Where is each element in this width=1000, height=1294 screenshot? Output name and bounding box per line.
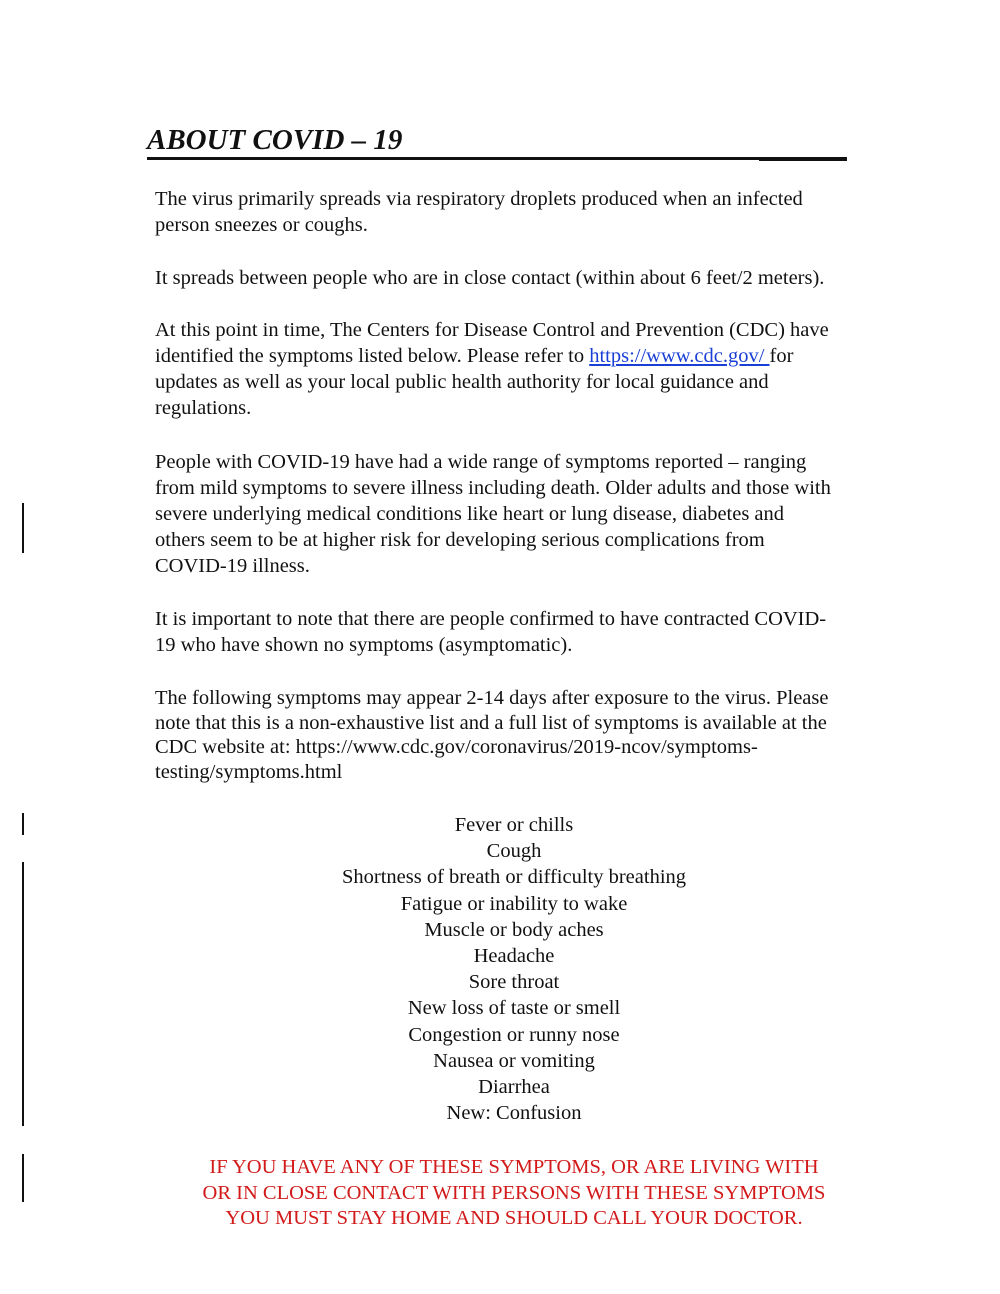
paragraph-line: others seem to be at higher risk for developing serious complications from: [155, 529, 765, 551]
revision-bar: [22, 503, 24, 553]
paragraph-line: person sneezes or coughs.: [155, 214, 368, 236]
symptom-item: Sore throat: [468, 971, 560, 994]
paragraph-close-contact: [155, 265, 860, 291]
symptom-item: New loss of taste or smell: [407, 997, 621, 1020]
warning-notice: [150, 1155, 878, 1232]
page-title: ABOUT COVID – 19: [147, 124, 403, 156]
paragraph-cdc: [155, 317, 860, 421]
symptom-item: Cough: [486, 840, 542, 863]
paragraph-line: regulations.: [155, 397, 252, 419]
symptom-list: [300, 812, 728, 1126]
symptom-item: Congestion or runny nose: [408, 1023, 620, 1046]
paragraph-line: severe underlying medical conditions like heart or lung disease, diabetes and: [155, 503, 785, 525]
paragraph-line: COVID-19 illness.: [155, 555, 310, 577]
paragraph-line: It is important to note that there are people confirmed to have contracted COVID-: [155, 608, 827, 630]
title-underline: [147, 157, 759, 160]
warning-line: OR IN CLOSE CONTACT WITH PERSONS WITH THESE SYMPTOMS: [202, 1181, 826, 1204]
paragraph-symptom-onset: [155, 686, 860, 784]
paragraph-line: 19 who have shown no symptoms (asymptomatic).: [155, 634, 573, 656]
paragraph-line: The following symptoms may appear 2-14 days after exposure to the virus. Please: [155, 687, 829, 709]
paragraph-line: testing/symptoms.html: [155, 760, 343, 783]
paragraph-line: updates as well as your local public health authority for local guidance and: [155, 371, 769, 393]
paragraph-line: At this point in time, The Centers for Disease Control and Prevention (CDC) have: [155, 319, 829, 341]
warning-line: YOU MUST STAY HOME AND SHOULD CALL YOUR DOCTOR.: [225, 1207, 803, 1229]
paragraph-line: The virus primarily spreads via respiratory droplets produced when an infected: [155, 188, 803, 210]
cdc-link[interactable]: https://www.cdc.gov/: [589, 345, 770, 367]
paragraph-line: from mild symptoms to severe illness including death. Older adults and those with: [155, 477, 831, 499]
paragraph-text: for: [769, 345, 794, 367]
symptom-item: Nausea or vomiting: [433, 1049, 595, 1072]
paragraph-symptom-range: [155, 449, 860, 579]
symptom-item: Fever or chills: [454, 814, 574, 836]
paragraph-text: identified the symptoms listed below. Please refer to: [155, 345, 590, 367]
paragraph-line: note that this is a non-exhaustive list and a full list of symptoms is available at the: [155, 711, 827, 734]
revision-bar: [22, 1154, 24, 1202]
page-header: [147, 124, 847, 162]
warning-line: IF YOU HAVE ANY OF THESE SYMPTOMS, OR ARE LIVING WITH: [209, 1156, 819, 1178]
symptom-item: Fatigue or inability to wake: [400, 892, 628, 915]
symptom-item: Muscle or body aches: [424, 918, 604, 941]
symptom-item: Diarrhea: [478, 1076, 550, 1099]
paragraph-line: People with COVID-19 have had a wide range of symptoms reported – ranging: [155, 451, 807, 473]
revision-bar: [22, 813, 24, 835]
title-underline-end: [759, 157, 847, 161]
symptom-item: Shortness of breath or difficulty breathing: [341, 866, 687, 889]
symptom-item: New: Confusion: [446, 1102, 582, 1125]
symptom-item: Headache: [473, 945, 555, 968]
paragraph-line: [155, 343, 860, 369]
paragraph-line: It spreads between people who are in close contact (within about 6 feet/2 meters).: [155, 267, 825, 289]
revision-bar: [22, 862, 24, 1126]
paragraph-line: CDC website at: https://www.cdc.gov/coronavirus/2019-ncov/symptoms-: [155, 736, 758, 758]
paragraph-asymptomatic: [155, 606, 860, 658]
paragraph-transmission: [155, 186, 860, 238]
